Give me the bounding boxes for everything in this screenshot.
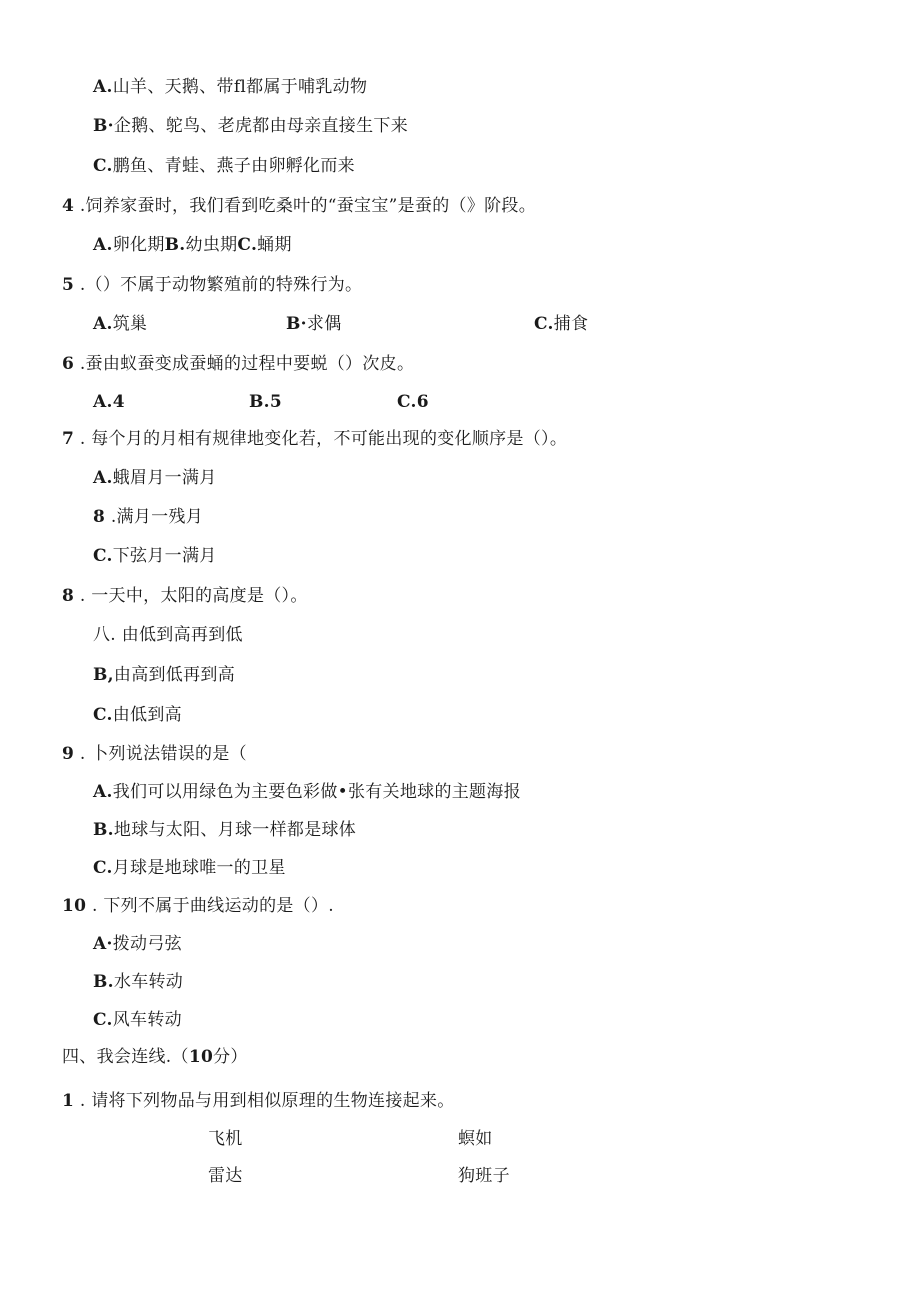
q10-option-c xyxy=(93,1009,182,1031)
q3-option-c-letter: C. xyxy=(93,156,113,176)
q9-option-a-text: 我们可以用绿色为主要色彩做•张有关地球的主题海报 xyxy=(112,782,521,802)
q6-stem xyxy=(62,353,414,375)
q5-number: 5 xyxy=(62,275,75,295)
q7-stem xyxy=(62,428,567,450)
q10-option-c-letter: C. xyxy=(93,1010,113,1030)
q10-stem xyxy=(62,895,334,917)
q8-option-c xyxy=(93,704,182,726)
q6-option-a: A.4 xyxy=(93,392,125,412)
q5-option-b-letter: B· xyxy=(286,314,307,334)
q4-option-c-text: 蛹期 xyxy=(257,235,292,255)
q8-option-b-letter: B, xyxy=(93,665,114,685)
match-stem xyxy=(62,1090,455,1112)
match-right-item: 狗班子 xyxy=(458,1166,510,1186)
q9-option-c-text: 月球是地球唯一的卫星 xyxy=(112,858,286,878)
q9-option-c-letter: C. xyxy=(93,858,113,878)
q5-option-a-text: 筑巢 xyxy=(112,314,148,334)
q6-number: 6 xyxy=(62,354,75,374)
q7-option-b-text: .满月一残月 xyxy=(105,507,204,527)
q8-stem-text: . 一天中，太阳的高度是（）。 xyxy=(74,586,308,606)
q10-option-b xyxy=(93,971,183,993)
q8-stem xyxy=(62,585,308,607)
q4-option-a-letter: A. xyxy=(93,235,113,255)
q7-option-b xyxy=(93,506,203,528)
q3-option-b-text: 企鹅、鸵鸟、老虎都由母亲直接生下来 xyxy=(113,116,408,136)
q5-option-a-letter: A. xyxy=(93,314,113,334)
q7-option-c-letter: C. xyxy=(93,546,113,566)
match-left-item: 雷达 xyxy=(208,1166,243,1186)
q8-option-b xyxy=(93,664,235,686)
q9-option-b-letter: B. xyxy=(93,820,114,840)
q6-option-b: B.5 xyxy=(249,392,283,412)
q4-option-a-text: 卵化期 xyxy=(112,235,165,255)
q8-option-b-text: 由高到低再到高 xyxy=(113,665,235,685)
q4-stem-text: .饲养家蚕时，我们看到吃桑叶的“蚕宝宝”是蚕的（》阶段。 xyxy=(74,196,537,216)
q3-option-a-letter: A. xyxy=(93,77,113,97)
q4-option-c-letter: C. xyxy=(237,235,258,255)
section-4-title-start: 四、我会连线.（ xyxy=(62,1047,189,1067)
q9-option-b xyxy=(93,819,356,841)
q8-option-c-text: 由低到高 xyxy=(112,705,182,725)
q7-option-c-text: 下弦月一满月 xyxy=(112,546,217,566)
match-right-item: 螟如 xyxy=(458,1129,493,1149)
q8-option-c-letter: C. xyxy=(93,705,113,725)
q7-option-a xyxy=(93,467,217,489)
q7-option-c xyxy=(93,545,217,567)
q10-option-a xyxy=(93,933,182,955)
q9-option-b-text: 地球与太阳、月球一样都是球体 xyxy=(113,820,357,840)
q9-stem-text: . 卜列说法错误的是（ xyxy=(74,744,247,764)
q5-option-b xyxy=(286,313,342,335)
q9-stem xyxy=(62,743,247,765)
q10-option-a-letter: A· xyxy=(93,934,113,954)
q4-number: 4 xyxy=(62,196,75,216)
match-stem-text: . 请将下列物品与用到相似原理的生物连接起来。 xyxy=(74,1091,455,1111)
q5-option-c-text: 捕食 xyxy=(553,314,589,334)
q4-option-b-letter: B. xyxy=(164,235,186,255)
q9-option-c xyxy=(93,857,286,879)
q4-stem xyxy=(62,195,536,217)
q3-option-b xyxy=(93,115,408,137)
q7-option-a-letter: A. xyxy=(93,468,113,488)
section-4-score: 10 xyxy=(188,1047,214,1067)
q8-option-a: 八. 由低到高再到低 xyxy=(93,625,243,645)
q6-option-c: C.6 xyxy=(397,392,429,412)
q10-stem-text: . 下列不属于曲线运动的是（）. xyxy=(86,896,334,916)
q10-option-b-letter: B. xyxy=(93,972,114,992)
section-4-heading xyxy=(62,1046,248,1068)
section-4-title-end: 分） xyxy=(213,1047,248,1067)
q3-option-a xyxy=(93,76,367,98)
match-number: 1 xyxy=(62,1091,75,1111)
q10-option-c-text: 风车转动 xyxy=(112,1010,182,1030)
q9-number: 9 xyxy=(62,744,75,764)
q5-option-c xyxy=(534,313,588,335)
q7-stem-text: . 每个月的月相有规律地变化若，不可能出现的变化顺序是（）。 xyxy=(74,429,568,449)
q5-option-a xyxy=(93,313,147,335)
q5-option-b-text: 求偶 xyxy=(306,314,342,334)
q10-option-a-text: 拨动弓弦 xyxy=(112,934,182,954)
q7-option-a-text: 蛾眉月一满月 xyxy=(112,468,217,488)
q4-option-b-text: 幼虫期 xyxy=(185,235,238,255)
q7-number: 7 xyxy=(62,429,75,449)
q8-number: 8 xyxy=(62,586,75,606)
q3-option-a-text: 山羊、天鹅、带fl都属于哺乳动物 xyxy=(112,77,368,97)
q6-stem-text: .蚕由蚁蚕变成蚕蛹的过程中要蜕（）次皮。 xyxy=(74,354,415,374)
q4-options xyxy=(93,234,292,256)
match-left-item: 飞机 xyxy=(208,1129,243,1149)
q5-option-c-letter: C. xyxy=(534,314,554,334)
q9-option-a-letter: A. xyxy=(93,782,113,802)
q10-number: 10 xyxy=(62,896,87,916)
q5-stem xyxy=(62,274,362,296)
q3-option-c xyxy=(93,155,355,177)
q9-option-a xyxy=(93,781,521,803)
q3-option-c-text: 鹏鱼、青蛙、燕子由卵孵化而来 xyxy=(112,156,355,176)
q3-option-b-letter: B· xyxy=(93,116,114,136)
q10-option-b-text: 水车转动 xyxy=(113,972,184,992)
q5-stem-text: .（）不属于动物繁殖前的特殊行为。 xyxy=(74,275,363,295)
q7-option-b-number: 8 xyxy=(93,507,106,527)
